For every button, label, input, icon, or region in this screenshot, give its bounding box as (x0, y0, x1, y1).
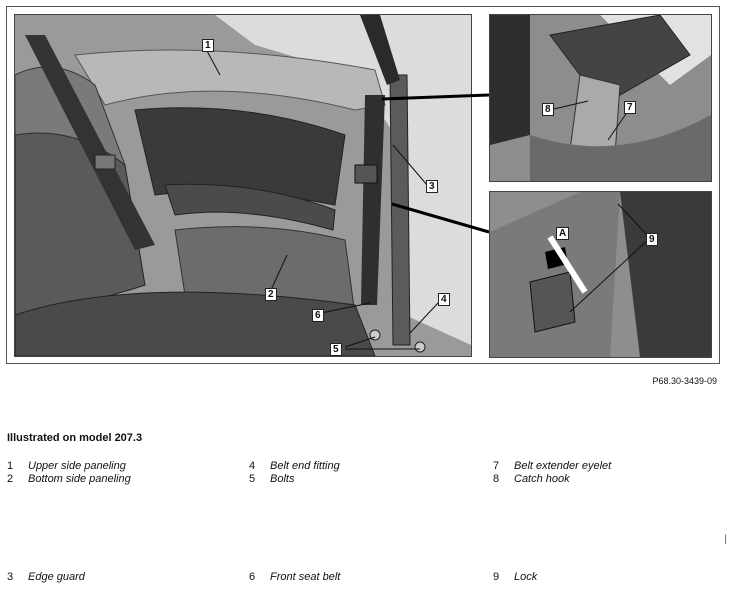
legend-text: Bottom side paneling (28, 473, 131, 485)
legend-text: Catch hook (514, 473, 570, 485)
catch-hook-illustration (490, 15, 711, 181)
legend-number: 4 (249, 460, 256, 472)
legend-number: 8 (493, 473, 500, 485)
legend-text: Belt extender eyelet (514, 460, 612, 472)
callout-5: 5 (330, 343, 342, 356)
legend-text: Front seat belt (270, 571, 341, 583)
legend-item (7, 571, 85, 583)
legend-item (249, 571, 340, 583)
legend-text: Bolts (270, 473, 295, 485)
legend-item (493, 571, 537, 583)
callout-7: 7 (624, 101, 636, 114)
legend-text: Lock (514, 571, 538, 583)
legend-text: Upper side paneling (28, 460, 126, 472)
figure-frame (6, 6, 720, 364)
legend-number: 1 (7, 460, 14, 472)
callout-4: 4 (438, 293, 450, 306)
figure-code: P68.30-3439-09 (652, 376, 717, 386)
callout-2: 2 (265, 288, 277, 301)
callout-9: 9 (646, 233, 658, 246)
legend-number: 7 (493, 460, 500, 472)
legend-item (249, 460, 340, 472)
callout-1: 1 (202, 39, 214, 52)
legend-item (493, 460, 611, 472)
legend-text: Edge guard (28, 571, 85, 583)
legend-number: 6 (249, 571, 256, 583)
legend-number: 9 (493, 571, 500, 583)
legend-number: 2 (7, 473, 14, 485)
legend-number: 5 (249, 473, 256, 485)
callout-3: 3 (426, 180, 438, 193)
edge-mark: | (724, 534, 727, 545)
inset-catch-hook (489, 14, 712, 182)
legend-text: Belt end fitting (270, 460, 340, 472)
legend-number: 3 (7, 571, 14, 583)
callout-A: A (556, 227, 569, 240)
callout-8: 8 (542, 103, 554, 116)
inset-lock (489, 191, 712, 358)
model-caption: Illustrated on model 207.3 (7, 432, 143, 444)
rear-seat-illustration (15, 15, 471, 356)
legend-item (493, 473, 570, 485)
legend-item (7, 460, 126, 472)
legend-item (7, 473, 131, 485)
legend-item (249, 473, 294, 485)
callout-6: 6 (312, 309, 324, 322)
lock-illustration (490, 192, 711, 357)
main-photo (14, 14, 472, 357)
